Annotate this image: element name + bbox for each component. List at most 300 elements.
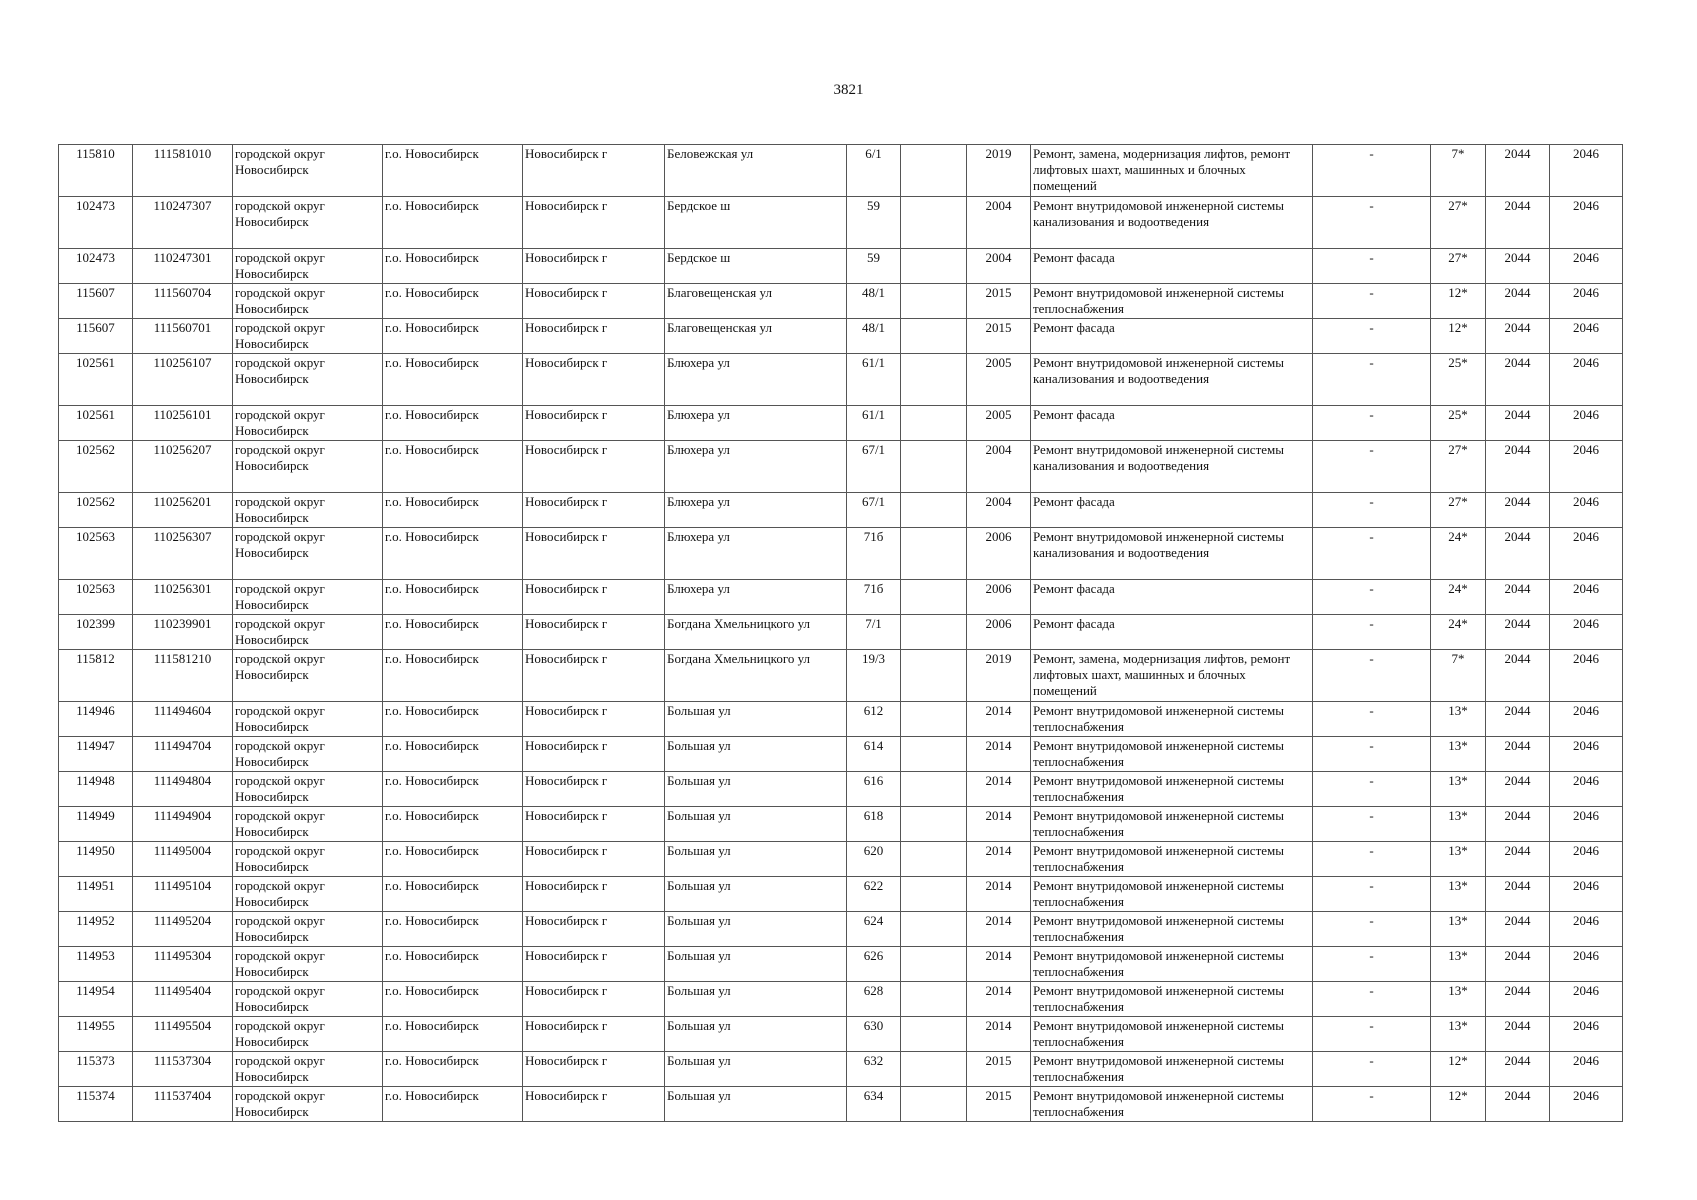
blank-cell <box>901 650 967 702</box>
work-id: 110256107 <box>133 354 233 406</box>
house-number: 48/1 <box>847 284 901 319</box>
municipality: городской округ Новосибирск <box>233 772 383 807</box>
end-year: 2046 <box>1550 807 1623 842</box>
blank-cell <box>901 912 967 947</box>
end-year: 2046 <box>1550 877 1623 912</box>
start-year: 2044 <box>1486 772 1550 807</box>
table-row <box>59 947 1623 982</box>
work-type: Ремонт внутридомовой инженерной системы теплоснабжения <box>1031 737 1313 772</box>
house-number: 626 <box>847 947 901 982</box>
term-cell: 13* <box>1431 702 1486 737</box>
build-year: 2014 <box>967 1017 1031 1052</box>
street: Большая ул <box>665 807 847 842</box>
settlement: Новосибирск г <box>523 1087 665 1122</box>
work-type: Ремонт внутридомовой инженерной системы теплоснабжения <box>1031 842 1313 877</box>
district: г.о. Новосибирск <box>383 1052 523 1087</box>
object-id: 102561 <box>59 354 133 406</box>
term-cell: 12* <box>1431 1087 1486 1122</box>
house-number: 59 <box>847 197 901 249</box>
object-id: 114948 <box>59 772 133 807</box>
work-id: 111494604 <box>133 702 233 737</box>
object-id: 102473 <box>59 249 133 284</box>
street: Бердское ш <box>665 249 847 284</box>
work-type: Ремонт фасада <box>1031 615 1313 650</box>
house-number: 71б <box>847 528 901 580</box>
build-year: 2019 <box>967 145 1031 197</box>
district: г.о. Новосибирск <box>383 650 523 702</box>
object-id: 114954 <box>59 982 133 1017</box>
term-cell: 13* <box>1431 772 1486 807</box>
term-cell: 12* <box>1431 284 1486 319</box>
term-cell: 13* <box>1431 947 1486 982</box>
municipality: городской округ Новосибирск <box>233 1017 383 1052</box>
table-row <box>59 319 1623 354</box>
district: г.о. Новосибирск <box>383 947 523 982</box>
house-number: 67/1 <box>847 441 901 493</box>
start-year: 2044 <box>1486 319 1550 354</box>
house-number: 630 <box>847 1017 901 1052</box>
house-number: 618 <box>847 807 901 842</box>
district: г.о. Новосибирск <box>383 1017 523 1052</box>
municipality: городской округ Новосибирск <box>233 354 383 406</box>
work-id: 110247307 <box>133 197 233 249</box>
municipality: городской округ Новосибирск <box>233 493 383 528</box>
street: Большая ул <box>665 982 847 1017</box>
dash-cell: - <box>1313 982 1431 1017</box>
end-year: 2046 <box>1550 1017 1623 1052</box>
blank-cell <box>901 807 967 842</box>
blank-cell <box>901 284 967 319</box>
term-cell: 7* <box>1431 650 1486 702</box>
dash-cell: - <box>1313 1017 1431 1052</box>
object-id: 114947 <box>59 737 133 772</box>
street: Большая ул <box>665 1087 847 1122</box>
street: Большая ул <box>665 842 847 877</box>
build-year: 2005 <box>967 406 1031 441</box>
term-cell: 25* <box>1431 354 1486 406</box>
table-row <box>59 197 1623 249</box>
object-id: 102562 <box>59 493 133 528</box>
work-id: 111495004 <box>133 842 233 877</box>
work-id: 111495304 <box>133 947 233 982</box>
blank-cell <box>901 772 967 807</box>
street: Большая ул <box>665 1052 847 1087</box>
page-number: 3821 <box>833 82 864 98</box>
table-row <box>59 912 1623 947</box>
district: г.о. Новосибирск <box>383 197 523 249</box>
end-year: 2046 <box>1550 249 1623 284</box>
work-id: 111494704 <box>133 737 233 772</box>
municipality: городской округ Новосибирск <box>233 145 383 197</box>
municipality: городской округ Новосибирск <box>233 580 383 615</box>
municipality: городской округ Новосибирск <box>233 528 383 580</box>
object-id: 102562 <box>59 441 133 493</box>
dash-cell: - <box>1313 807 1431 842</box>
start-year: 2044 <box>1486 441 1550 493</box>
term-cell: 13* <box>1431 842 1486 877</box>
house-number: 632 <box>847 1052 901 1087</box>
start-year: 2044 <box>1486 877 1550 912</box>
blank-cell <box>901 197 967 249</box>
district: г.о. Новосибирск <box>383 145 523 197</box>
work-type: Ремонт внутридомовой инженерной системы теплоснабжения <box>1031 772 1313 807</box>
house-number: 61/1 <box>847 354 901 406</box>
dash-cell: - <box>1313 493 1431 528</box>
build-year: 2014 <box>967 877 1031 912</box>
blank-cell <box>901 877 967 912</box>
municipality: городской округ Новосибирск <box>233 319 383 354</box>
term-cell: 13* <box>1431 737 1486 772</box>
object-id: 102399 <box>59 615 133 650</box>
municipality: городской округ Новосибирск <box>233 1087 383 1122</box>
table-row <box>59 807 1623 842</box>
municipality: городской округ Новосибирск <box>233 441 383 493</box>
table-row <box>59 772 1623 807</box>
table-row <box>59 284 1623 319</box>
street: Благовещенская ул <box>665 284 847 319</box>
work-type: Ремонт, замена, модернизация лифтов, ремонт лифтовых шахт, машинных и блочных помещений <box>1031 145 1313 197</box>
municipality: городской округ Новосибирск <box>233 615 383 650</box>
dash-cell: - <box>1313 197 1431 249</box>
work-type: Ремонт внутридомовой инженерной системы теплоснабжения <box>1031 947 1313 982</box>
end-year: 2046 <box>1550 1087 1623 1122</box>
blank-cell <box>901 947 967 982</box>
table-row <box>59 842 1623 877</box>
work-id: 110256207 <box>133 441 233 493</box>
table-row <box>59 650 1623 702</box>
work-type: Ремонт фасада <box>1031 580 1313 615</box>
dash-cell: - <box>1313 441 1431 493</box>
work-type: Ремонт внутридомовой инженерной системы теплоснабжения <box>1031 807 1313 842</box>
work-type: Ремонт внутридомовой инженерной системы теплоснабжения <box>1031 1017 1313 1052</box>
build-year: 2014 <box>967 772 1031 807</box>
end-year: 2046 <box>1550 354 1623 406</box>
street: Богдана Хмельницкого ул <box>665 615 847 650</box>
work-id: 111560704 <box>133 284 233 319</box>
work-type: Ремонт внутридомовой инженерной системы канализования и водоотведения <box>1031 441 1313 493</box>
settlement: Новосибирск г <box>523 1017 665 1052</box>
district: г.о. Новосибирск <box>383 912 523 947</box>
district: г.о. Новосибирск <box>383 982 523 1017</box>
blank-cell <box>901 702 967 737</box>
build-year: 2014 <box>967 912 1031 947</box>
work-id: 111560701 <box>133 319 233 354</box>
term-cell: 13* <box>1431 807 1486 842</box>
house-number: 622 <box>847 877 901 912</box>
table-body <box>59 145 1623 1122</box>
end-year: 2046 <box>1550 772 1623 807</box>
start-year: 2044 <box>1486 807 1550 842</box>
municipality: городской округ Новосибирск <box>233 197 383 249</box>
house-number: 19/3 <box>847 650 901 702</box>
object-id: 115812 <box>59 650 133 702</box>
build-year: 2019 <box>967 650 1031 702</box>
street: Большая ул <box>665 1017 847 1052</box>
settlement: Новосибирск г <box>523 441 665 493</box>
end-year: 2046 <box>1550 982 1623 1017</box>
street: Благовещенская ул <box>665 319 847 354</box>
object-id: 115607 <box>59 284 133 319</box>
house-number: 620 <box>847 842 901 877</box>
start-year: 2044 <box>1486 1052 1550 1087</box>
municipality: городской округ Новосибирск <box>233 284 383 319</box>
end-year: 2046 <box>1550 528 1623 580</box>
street: Блюхера ул <box>665 528 847 580</box>
start-year: 2044 <box>1486 197 1550 249</box>
dash-cell: - <box>1313 650 1431 702</box>
start-year: 2044 <box>1486 406 1550 441</box>
term-cell: 24* <box>1431 615 1486 650</box>
dash-cell: - <box>1313 284 1431 319</box>
registry-table <box>58 144 1623 1122</box>
house-number: 59 <box>847 249 901 284</box>
district: г.о. Новосибирск <box>383 354 523 406</box>
start-year: 2044 <box>1486 947 1550 982</box>
dash-cell: - <box>1313 1052 1431 1087</box>
term-cell: 13* <box>1431 912 1486 947</box>
work-type: Ремонт внутридомовой инженерной системы теплоснабжения <box>1031 982 1313 1017</box>
build-year: 2006 <box>967 528 1031 580</box>
build-year: 2014 <box>967 842 1031 877</box>
object-id: 102563 <box>59 528 133 580</box>
street: Большая ул <box>665 912 847 947</box>
settlement: Новосибирск г <box>523 947 665 982</box>
build-year: 2015 <box>967 319 1031 354</box>
settlement: Новосибирск г <box>523 580 665 615</box>
end-year: 2046 <box>1550 145 1623 197</box>
table-row <box>59 580 1623 615</box>
municipality: городской округ Новосибирск <box>233 877 383 912</box>
object-id: 115810 <box>59 145 133 197</box>
house-number: 6/1 <box>847 145 901 197</box>
settlement: Новосибирск г <box>523 493 665 528</box>
settlement: Новосибирск г <box>523 145 665 197</box>
dash-cell: - <box>1313 406 1431 441</box>
blank-cell <box>901 145 967 197</box>
dash-cell: - <box>1313 615 1431 650</box>
work-id: 110256201 <box>133 493 233 528</box>
work-id: 110247301 <box>133 249 233 284</box>
settlement: Новосибирск г <box>523 982 665 1017</box>
municipality: городской округ Новосибирск <box>233 807 383 842</box>
municipality: городской округ Новосибирск <box>233 702 383 737</box>
district: г.о. Новосибирск <box>383 842 523 877</box>
start-year: 2044 <box>1486 737 1550 772</box>
house-number: 67/1 <box>847 493 901 528</box>
settlement: Новосибирск г <box>523 702 665 737</box>
settlement: Новосибирск г <box>523 772 665 807</box>
object-id: 114953 <box>59 947 133 982</box>
term-cell: 27* <box>1431 197 1486 249</box>
municipality: городской округ Новосибирск <box>233 406 383 441</box>
table-row <box>59 1087 1623 1122</box>
work-type: Ремонт фасада <box>1031 249 1313 284</box>
build-year: 2004 <box>967 441 1031 493</box>
end-year: 2046 <box>1550 842 1623 877</box>
term-cell: 12* <box>1431 319 1486 354</box>
work-id: 110239901 <box>133 615 233 650</box>
dash-cell: - <box>1313 912 1431 947</box>
build-year: 2014 <box>967 702 1031 737</box>
street: Блюхера ул <box>665 354 847 406</box>
blank-cell <box>901 441 967 493</box>
term-cell: 24* <box>1431 528 1486 580</box>
blank-cell <box>901 580 967 615</box>
end-year: 2046 <box>1550 650 1623 702</box>
municipality: городской округ Новосибирск <box>233 1052 383 1087</box>
start-year: 2044 <box>1486 580 1550 615</box>
work-type: Ремонт внутридомовой инженерной системы канализования и водоотведения <box>1031 197 1313 249</box>
term-cell: 25* <box>1431 406 1486 441</box>
work-id: 111495204 <box>133 912 233 947</box>
house-number: 612 <box>847 702 901 737</box>
blank-cell <box>901 493 967 528</box>
street: Большая ул <box>665 772 847 807</box>
street: Блюхера ул <box>665 580 847 615</box>
settlement: Новосибирск г <box>523 249 665 284</box>
house-number: 614 <box>847 737 901 772</box>
district: г.о. Новосибирск <box>383 702 523 737</box>
dash-cell: - <box>1313 319 1431 354</box>
term-cell: 13* <box>1431 982 1486 1017</box>
start-year: 2044 <box>1486 528 1550 580</box>
blank-cell <box>901 319 967 354</box>
end-year: 2046 <box>1550 284 1623 319</box>
street: Большая ул <box>665 947 847 982</box>
district: г.о. Новосибирск <box>383 772 523 807</box>
end-year: 2046 <box>1550 912 1623 947</box>
work-id: 111495104 <box>133 877 233 912</box>
table-row <box>59 528 1623 580</box>
end-year: 2046 <box>1550 197 1623 249</box>
work-type: Ремонт фасада <box>1031 493 1313 528</box>
table-row <box>59 1052 1623 1087</box>
street: Богдана Хмельницкого ул <box>665 650 847 702</box>
start-year: 2044 <box>1486 702 1550 737</box>
start-year: 2044 <box>1486 145 1550 197</box>
municipality: городской округ Новосибирск <box>233 982 383 1017</box>
district: г.о. Новосибирск <box>383 807 523 842</box>
dash-cell: - <box>1313 947 1431 982</box>
object-id: 114951 <box>59 877 133 912</box>
work-type: Ремонт внутридомовой инженерной системы теплоснабжения <box>1031 912 1313 947</box>
build-year: 2004 <box>967 249 1031 284</box>
table-row <box>59 982 1623 1017</box>
build-year: 2005 <box>967 354 1031 406</box>
street: Бердское ш <box>665 197 847 249</box>
street: Большая ул <box>665 702 847 737</box>
blank-cell <box>901 406 967 441</box>
settlement: Новосибирск г <box>523 807 665 842</box>
district: г.о. Новосибирск <box>383 877 523 912</box>
house-number: 71б <box>847 580 901 615</box>
work-type: Ремонт внутридомовой инженерной системы теплоснабжения <box>1031 1052 1313 1087</box>
dash-cell: - <box>1313 354 1431 406</box>
blank-cell <box>901 528 967 580</box>
end-year: 2046 <box>1550 947 1623 982</box>
settlement: Новосибирск г <box>523 197 665 249</box>
blank-cell <box>901 615 967 650</box>
work-type: Ремонт, замена, модернизация лифтов, ремонт лифтовых шахт, машинных и блочных помещений <box>1031 650 1313 702</box>
table-row <box>59 354 1623 406</box>
end-year: 2046 <box>1550 441 1623 493</box>
blank-cell <box>901 737 967 772</box>
work-type: Ремонт внутридомовой инженерной системы теплоснабжения <box>1031 284 1313 319</box>
end-year: 2046 <box>1550 493 1623 528</box>
object-id: 114946 <box>59 702 133 737</box>
work-type: Ремонт внутридомовой инженерной системы теплоснабжения <box>1031 877 1313 912</box>
start-year: 2044 <box>1486 354 1550 406</box>
district: г.о. Новосибирск <box>383 406 523 441</box>
table-row <box>59 441 1623 493</box>
house-number: 616 <box>847 772 901 807</box>
build-year: 2015 <box>967 1052 1031 1087</box>
object-id: 114955 <box>59 1017 133 1052</box>
settlement: Новосибирск г <box>523 842 665 877</box>
object-id: 114949 <box>59 807 133 842</box>
district: г.о. Новосибирск <box>383 1087 523 1122</box>
work-type: Ремонт внутридомовой инженерной системы канализования и водоотведения <box>1031 354 1313 406</box>
district: г.о. Новосибирск <box>383 284 523 319</box>
municipality: городской округ Новосибирск <box>233 737 383 772</box>
table-row <box>59 145 1623 197</box>
work-id: 111494904 <box>133 807 233 842</box>
build-year: 2014 <box>967 947 1031 982</box>
work-id: 110256307 <box>133 528 233 580</box>
object-id: 114950 <box>59 842 133 877</box>
dash-cell: - <box>1313 772 1431 807</box>
term-cell: 27* <box>1431 249 1486 284</box>
blank-cell <box>901 354 967 406</box>
work-type: Ремонт фасада <box>1031 406 1313 441</box>
end-year: 2046 <box>1550 406 1623 441</box>
district: г.о. Новосибирск <box>383 615 523 650</box>
table-row <box>59 877 1623 912</box>
settlement: Новосибирск г <box>523 284 665 319</box>
settlement: Новосибирск г <box>523 528 665 580</box>
object-id: 102561 <box>59 406 133 441</box>
district: г.о. Новосибирск <box>383 493 523 528</box>
end-year: 2046 <box>1550 580 1623 615</box>
start-year: 2044 <box>1486 249 1550 284</box>
build-year: 2006 <box>967 580 1031 615</box>
start-year: 2044 <box>1486 912 1550 947</box>
term-cell: 12* <box>1431 1052 1486 1087</box>
house-number: 624 <box>847 912 901 947</box>
dash-cell: - <box>1313 528 1431 580</box>
work-type: Ремонт фасада <box>1031 319 1313 354</box>
district: г.о. Новосибирск <box>383 319 523 354</box>
table-row <box>59 1017 1623 1052</box>
dash-cell: - <box>1313 249 1431 284</box>
settlement: Новосибирск г <box>523 319 665 354</box>
house-number: 48/1 <box>847 319 901 354</box>
settlement: Новосибирск г <box>523 354 665 406</box>
work-id: 110256101 <box>133 406 233 441</box>
dash-cell: - <box>1313 702 1431 737</box>
settlement: Новосибирск г <box>523 877 665 912</box>
build-year: 2014 <box>967 807 1031 842</box>
settlement: Новосибирск г <box>523 406 665 441</box>
settlement: Новосибирск г <box>523 650 665 702</box>
work-id: 111581210 <box>133 650 233 702</box>
settlement: Новосибирск г <box>523 737 665 772</box>
district: г.о. Новосибирск <box>383 441 523 493</box>
dash-cell: - <box>1313 1087 1431 1122</box>
municipality: городской округ Новосибирск <box>233 947 383 982</box>
municipality: городской округ Новосибирск <box>233 650 383 702</box>
work-type: Ремонт внутридомовой инженерной системы канализования и водоотведения <box>1031 528 1313 580</box>
